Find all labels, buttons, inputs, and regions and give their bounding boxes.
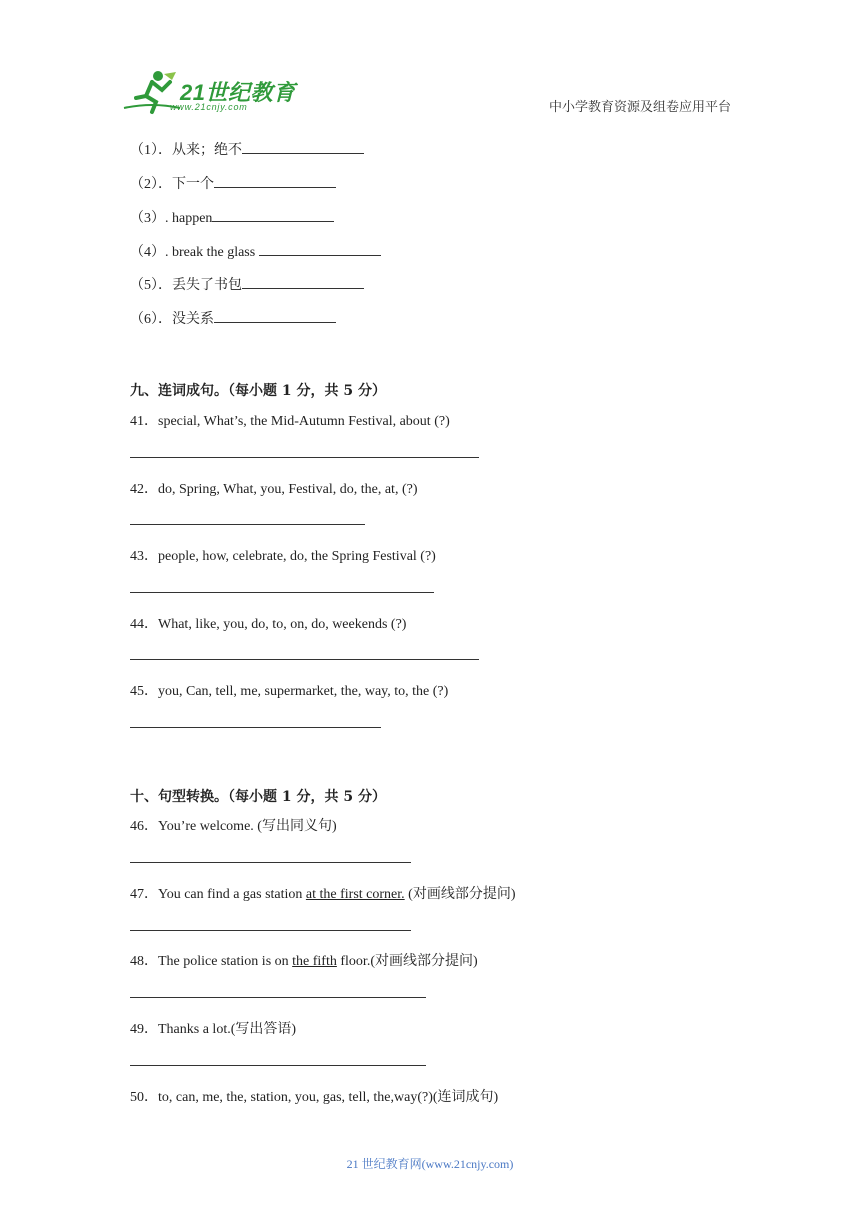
vocab-item-6: （6）．没关系 [130,308,336,328]
vocab-item-1: （1）．从来；绝不 [130,139,364,159]
vocab-item-4: （4）. break the glass [130,241,381,261]
answer-blank[interactable] [242,275,364,289]
answer-line-49[interactable] [130,1065,426,1066]
answer-line-43[interactable] [130,592,434,593]
question-46: 46．You’re welcome. (写出同义句) [130,819,337,834]
question-41: 41．special, What’s, the Mid-Autumn Festival, about (?) [130,414,450,429]
logo-url: www.21cnjy.com [170,102,248,112]
question-45: 45．you, Can, tell, me, supermarket, the, way, to, the (?) [130,684,449,699]
question-49: 49．Thanks a lot.(写出答语) [130,1022,297,1037]
header-tagline: 中小学教育资源及组卷应用平台 [549,99,732,114]
logo-title: 21世纪教育 [180,80,296,105]
vocab-item-2: （2）．下一个 [130,173,336,193]
question-47: 47．You can find a gas station at the first corner. (对画线部分提问) [130,887,516,902]
answer-line-44[interactable] [130,659,479,660]
answer-line-45[interactable] [130,727,381,728]
question-43: 43．people, how, celebrate, do, the Spring Festival (?) [130,549,436,564]
underlined-phrase: at the first corner. [305,887,405,902]
question-48: 48．The police station is on the fifth floor.(对画线部分提问) [130,954,478,969]
answer-line-48[interactable] [130,997,426,998]
vocab-item-5: （5）．丢失了书包 [130,274,364,294]
vocab-item-3: （3）. happen [130,207,334,227]
answer-blank[interactable] [242,140,364,154]
answer-blank[interactable] [212,208,334,222]
question-42: 42．do, Spring, What, you, Festival, do, the, at, (?) [130,482,418,497]
answer-line-42[interactable] [130,524,365,525]
answer-blank[interactable] [214,174,336,188]
answer-line-46[interactable] [130,862,411,863]
answer-line-41[interactable] [130,457,479,458]
section-9-title: 九、连词成句。（每小题 1 分，共 5 分） [130,383,386,399]
section-10-title: 十、句型转换。（每小题 1 分，共 5 分） [130,789,386,805]
answer-line-47[interactable] [130,930,411,931]
question-44: 44．What, like, you, do, to, on, do, weekends (?) [130,617,407,632]
answer-blank[interactable] [214,309,336,323]
question-50: 50．to, can, me, the, station, you, gas, tell, the,way(?)(连词成句) [130,1090,499,1105]
page-footer: 21 世纪教育网(www.21cnjy.com) [346,1157,514,1171]
site-logo [122,68,296,118]
underlined-phrase: the fifth [292,954,337,969]
answer-blank[interactable] [259,242,381,256]
